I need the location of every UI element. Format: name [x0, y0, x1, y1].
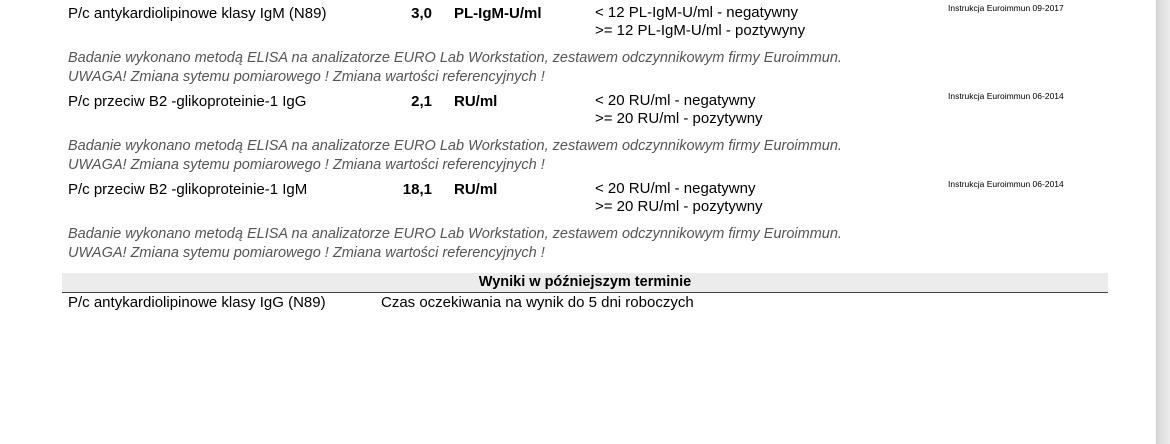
note-line: UWAGA! Zmiana sytemu pomiarowego ! Zmiana wartości referencyjnych !: [68, 157, 545, 173]
method-note: [68, 225, 1108, 263]
result-value: 18,1: [402, 181, 432, 198]
result-unit: RU/ml: [454, 93, 498, 110]
reference-line: < 20 RU/ml - negatywny: [595, 180, 756, 197]
pending-wait-info: Czas oczekiwania na wynik do 5 dni roboczych: [381, 294, 694, 311]
result-value: 2,1: [411, 93, 432, 110]
reference-line: >= 20 RU/ml - pozytywny: [595, 198, 763, 215]
method-note: [68, 137, 1108, 175]
result-row: [68, 93, 1128, 133]
reference-range: [595, 93, 763, 129]
result-unit: RU/ml: [454, 181, 498, 198]
test-name: P/c przeciw B2 -glikoproteinie-1 IgM: [68, 181, 308, 198]
instruction-ref: Instrukcja Euroimmun 06-2014: [948, 91, 1064, 101]
result-row: [68, 5, 1128, 45]
instruction-ref: Instrukcja Euroimmun 06-2014: [948, 179, 1064, 189]
result-unit: PL-IgM-U/ml: [454, 5, 542, 22]
test-name: P/c przeciw B2 -glikoproteinie-1 IgG: [68, 93, 307, 110]
later-results-header: Wyniki w późniejszym terminie: [62, 273, 1108, 293]
page-edge-shadow: [1157, 0, 1170, 444]
reference-line: < 20 RU/ml - negatywny: [595, 92, 756, 109]
instruction-ref: Instrukcja Euroimmun 09-2017: [948, 3, 1064, 13]
note-line: Badanie wykonano metodą ELISA na analizatorze EURO Lab Workstation, zestawem odczynnikowym firmy Euroimmun.: [68, 226, 842, 242]
method-note: [68, 49, 1108, 87]
result-value: 3,0: [411, 5, 432, 22]
reference-range: [595, 181, 763, 217]
reference-line: < 12 PL-IgM-U/ml - negatywny: [595, 4, 798, 21]
test-name: P/c antykardiolipinowe klasy IgM (N89): [68, 5, 327, 22]
reference-line: >= 20 RU/ml - pozytywny: [595, 110, 763, 127]
result-row: [68, 181, 1128, 221]
note-line: Badanie wykonano metodą ELISA na analizatorze EURO Lab Workstation, zestawem odczynnikowym firmy Euroimmun.: [68, 50, 842, 66]
note-line: UWAGA! Zmiana sytemu pomiarowego ! Zmiana wartości referencyjnych !: [68, 69, 545, 85]
pending-test-name: P/c antykardiolipinowe klasy IgG (N89): [68, 294, 326, 311]
reference-line: >= 12 PL-IgM-U/ml - poztywyny: [595, 22, 806, 39]
note-line: Badanie wykonano metodą ELISA na analizatorze EURO Lab Workstation, zestawem odczynnikowym firmy Euroimmun.: [68, 138, 842, 154]
note-line: UWAGA! Zmiana sytemu pomiarowego ! Zmiana wartości referencyjnych !: [68, 245, 545, 261]
reference-range: [595, 5, 805, 41]
